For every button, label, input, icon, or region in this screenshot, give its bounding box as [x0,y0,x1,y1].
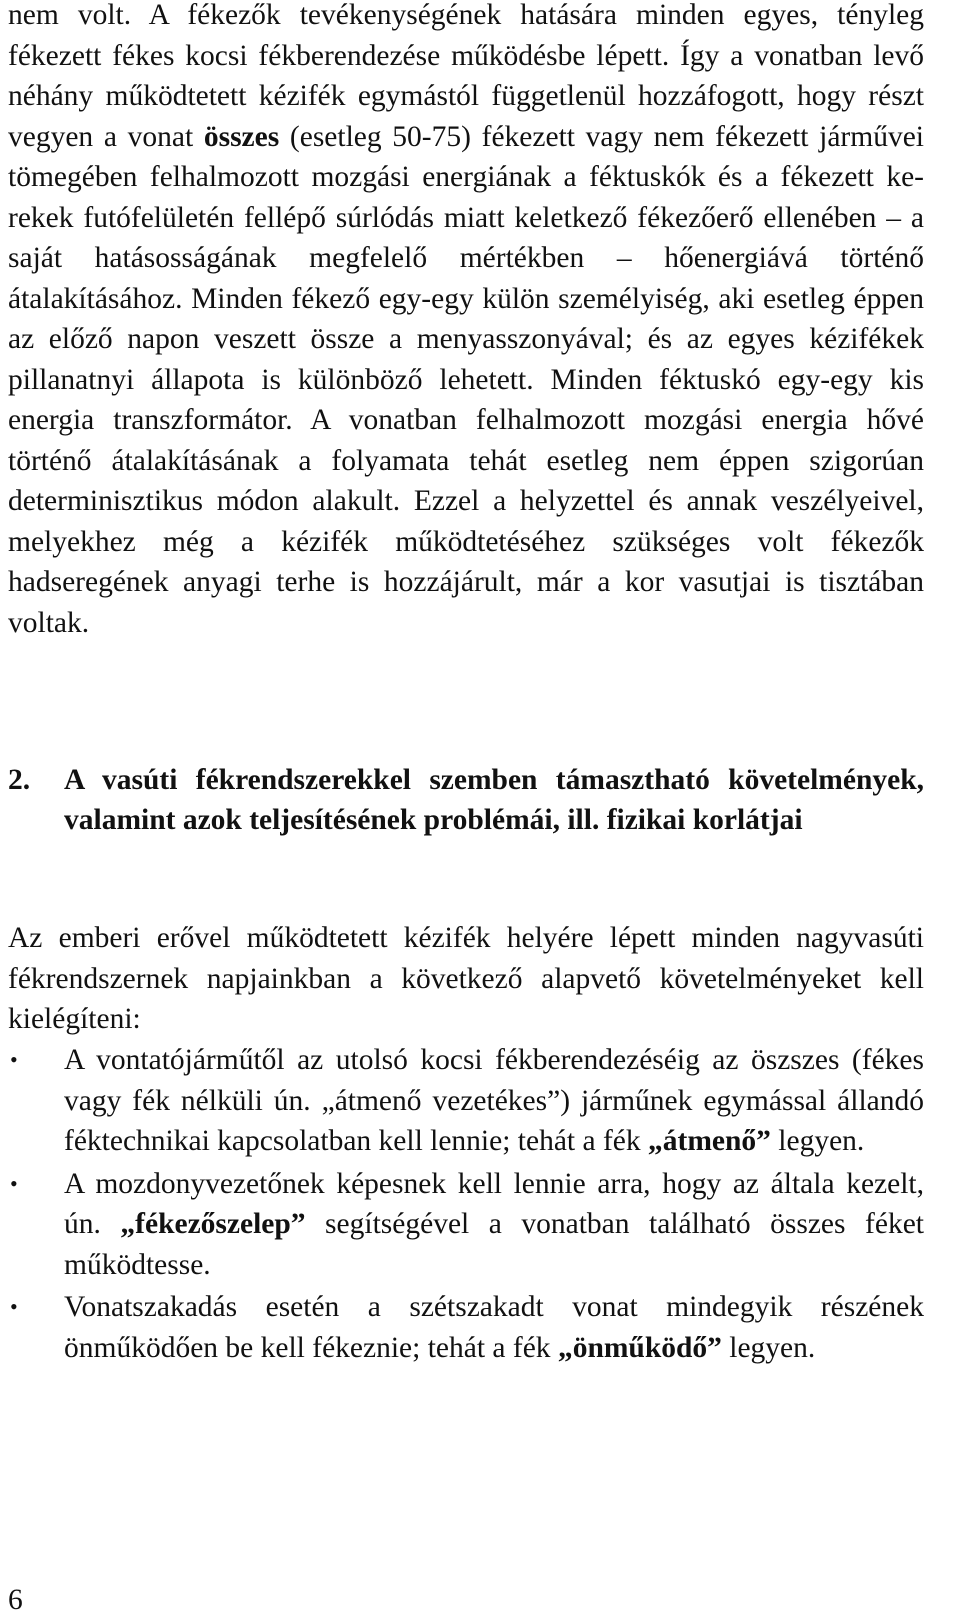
intro-text-part-1: nem volt. A fékezők tevékenységének hatására minden egyes, tényleg fékezett fékes kocsi fékberendezése működésbe lépett. Így a vonatban levő néhány működtetett kézifék egymástól függetlenül hozzáfogott, hogy részt vegyen a vonat [8,0,924,153]
list-item-bold-term: „átmenő” [648,1125,771,1157]
list-item [8,1040,924,1162]
section-number: 2. [8,764,31,796]
list-item-text [64,1287,924,1368]
page-number: 6 [8,1584,23,1616]
requirements-list [8,1040,924,1370]
list-item-text-pre: Vonatszakadás esetén a szétszakadt vonat mindegyik részének önműködően be kell fékeznie; tehát a fék [64,1291,924,1364]
list-item [8,1287,924,1368]
list-item-bold-term: „önműködő” [557,1331,722,1364]
list-item-text [64,1040,924,1162]
document-page [8,0,924,1364]
section-title: A vasúti fékrendszerekkel szemben támasztható követelmények, valamint azok teljesítésének problémái, ill. fizikai korlátjai [64,764,924,836]
list-item-text [64,1164,924,1286]
body-paragraph: Az emberi erővel működtetett kézifék helyére lépett minden nagyvasúti fékrendszernek napjainkban a következő alapvető követelményeket kell kielégíteni: [8,922,924,1035]
list-item-text-post: segítségével a vonatban található összes féket működtesse. [64,1208,924,1281]
bullet-icon: • [10,1170,18,1196]
list-item [8,1164,924,1286]
intro-text-part-2: (esetleg 50-75) fékezett vagy nem fékezett járművei tömegében felhalmozott mozgási energiának a féktuskók és a fékezett kerekek futófelületén fellépő súrlódás miatt keletkező fékezőerő ellenében – a saját hatásosságának megfelelő mértékben – hőenergiává történő átalakításához. Minden fékező egy-egy külön személyiség, aki esetleg éppen az előző napon veszett össze a menyasszonyával; és az egyes kézifékek pillanatnyi állapota is különböző lehetett. Minden féktuskó egy-egy kis energia transzformátor. A vonatban felhalmozott mozgási energia hővé történő átalakításának a folyamata tehát esetleg nem éppen szigorúan determinisztikus módon alakult. Ezzel a helyzettel és annak veszélyeivel, melyekhez még a kézifék működtetéséhez szükséges volt fékezők hadseregének anyagi terhe is hozzájárult, már a kor vasutjai is tisztában voltak. [8,120,924,639]
list-item-text-pre: A mozdonyvezetőnek képesnek kell lennie arra, hogy az általa kezelt, ún. [64,1167,924,1240]
list-item-text-pre: A vontatójárműtől az utolsó kocsi fékberendezéséig az öszszes (fékes vagy fék nélküli ún. „átmenő vezetékes”) járműnek egymással állandó féktechnikai kapcsolatban kell lennie; tehát a fék [64,1044,924,1157]
list-item-bold-term: „fékezőszelep” [120,1208,306,1240]
list-item-text-post: legyen. [721,1331,816,1364]
section-heading [8,760,924,840]
intro-bold-word: összes [203,120,280,153]
list-item-text-post: legyen. [770,1125,865,1157]
bullet-icon: • [10,1294,18,1319]
intro-paragraph [8,0,924,643]
bullet-icon: • [10,1047,18,1072]
